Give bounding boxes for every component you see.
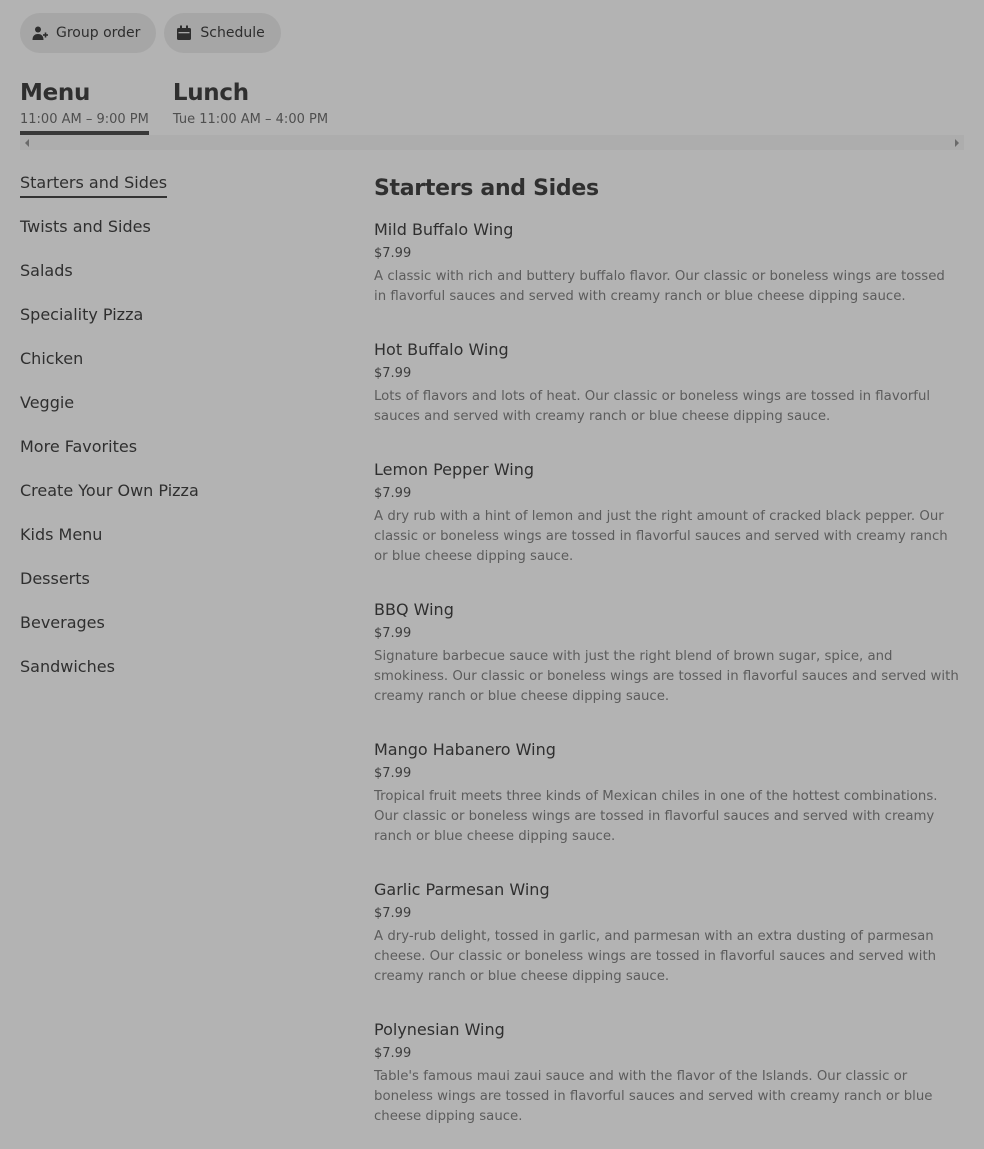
- item-name: Mango Habanero Wing: [374, 740, 556, 759]
- category-item-kids-menu[interactable]: Kids Menu: [20, 525, 103, 544]
- group-order-label: Group order: [56, 25, 141, 41]
- category-item-more-favorites[interactable]: More Favorites: [20, 437, 138, 456]
- menu-item[interactable]: [374, 219, 959, 339]
- add-person-icon: [32, 25, 48, 41]
- item-description: A dry rub with a hint of lemon and just the right amount of cracked black pepper. Our classic or boneless wings are tossed in flavorful sauces and served with creamy ranch or blue cheese dipping sauce.: [374, 509, 948, 564]
- item-price: $7.99: [374, 366, 412, 381]
- menu-item[interactable]: [374, 879, 959, 1019]
- item-name: Mild Buffalo Wing: [374, 220, 514, 239]
- menu-tabs: [20, 78, 328, 136]
- category-item-veggie[interactable]: Veggie: [20, 393, 75, 412]
- category-item-sandwiches[interactable]: Sandwiches: [20, 657, 115, 676]
- menu-tab-lunch[interactable]: [173, 78, 328, 136]
- scroll-right-arrow-icon[interactable]: [955, 139, 959, 147]
- item-description: A classic with rich and buttery buffalo flavor. Our classic or boneless wings are tossed in flavorful sauces and served with creamy ranch or blue cheese dipping sauce.: [374, 269, 945, 304]
- menu-tab-title: Menu: [20, 80, 91, 106]
- category-nav: [20, 170, 340, 698]
- menu-item[interactable]: [374, 1019, 959, 1149]
- menu-tab-hours: Tue 11:00 AM – 4:00 PM: [172, 112, 329, 127]
- order-actions: [20, 13, 281, 53]
- menu-tab-menu[interactable]: [20, 78, 149, 136]
- item-price: $7.99: [374, 486, 412, 501]
- item-price: $7.99: [374, 246, 412, 261]
- item-description: Table's famous maui zaui sauce and with the flavor of the Islands. Our classic or boneless wings are tossed in flavorful sauces and served with creamy ranch or blue cheese dipping sauce.: [374, 1069, 933, 1124]
- category-item-starters-and-sides[interactable]: Starters and Sides: [20, 170, 340, 214]
- calendar-icon: [176, 25, 192, 41]
- item-price: $7.99: [374, 1046, 412, 1061]
- category-item-create-your-own-pizza[interactable]: Create Your Own Pizza: [20, 481, 199, 500]
- menu-item[interactable]: [374, 459, 959, 599]
- item-price: $7.99: [374, 906, 412, 921]
- item-name: BBQ Wing: [374, 600, 454, 619]
- item-name: Hot Buffalo Wing: [374, 340, 509, 359]
- menu-item[interactable]: [374, 339, 959, 459]
- item-description: A dry-rub delight, tossed in garlic, and parmesan with an extra dusting of parmesan cheese. Our classic or boneless wings are tossed in flavorful sauces and served with creamy ranch or blue cheese dipping sauce.: [374, 929, 937, 984]
- item-price: $7.99: [374, 766, 412, 781]
- menu-section: [374, 175, 959, 1149]
- category-item-twists-and-sides[interactable]: Twists and Sides: [20, 217, 151, 236]
- item-name: Polynesian Wing: [374, 1020, 505, 1039]
- category-item-chicken[interactable]: Chicken: [20, 349, 84, 368]
- item-price: $7.99: [374, 626, 412, 641]
- menu-tab-title: Lunch: [172, 80, 249, 106]
- item-name: Lemon Pepper Wing: [374, 460, 535, 479]
- scroll-left-arrow-icon[interactable]: [25, 139, 29, 147]
- menu-tab-hours: 11:00 AM – 9:00 PM: [20, 112, 149, 127]
- schedule-button[interactable]: [164, 13, 280, 53]
- category-item-beverages[interactable]: Beverages: [20, 613, 105, 632]
- item-name: Garlic Parmesan Wing: [374, 880, 550, 899]
- category-item-desserts[interactable]: Desserts: [20, 569, 90, 588]
- section-title: Starters and Sides: [374, 176, 599, 201]
- category-item-salads[interactable]: Salads: [20, 261, 73, 280]
- menu-item[interactable]: [374, 739, 959, 879]
- item-description: Lots of flavors and lots of heat. Our classic or boneless wings are tossed in flavorful sauces and served with creamy ranch or blue cheese dipping sauce.: [374, 389, 931, 424]
- horizontal-scrollbar[interactable]: [20, 135, 964, 150]
- schedule-label: Schedule: [200, 25, 265, 41]
- group-order-button[interactable]: [20, 13, 156, 53]
- item-description: Signature barbecue sauce with just the right blend of brown sugar, spice, and smokiness. Our classic or boneless wings are tossed in flavorful sauces and served with creamy ranch or blue cheese dipping sauce.: [374, 649, 959, 704]
- category-item-speciality-pizza[interactable]: Speciality Pizza: [20, 305, 144, 324]
- item-description: Tropical fruit meets three kinds of Mexican chiles in one of the hottest combinations. Our classic or boneless wings are tossed in flavorful sauces and served with creamy ranch or blue cheese dipping sauce.: [374, 789, 938, 844]
- menu-item[interactable]: [374, 599, 959, 739]
